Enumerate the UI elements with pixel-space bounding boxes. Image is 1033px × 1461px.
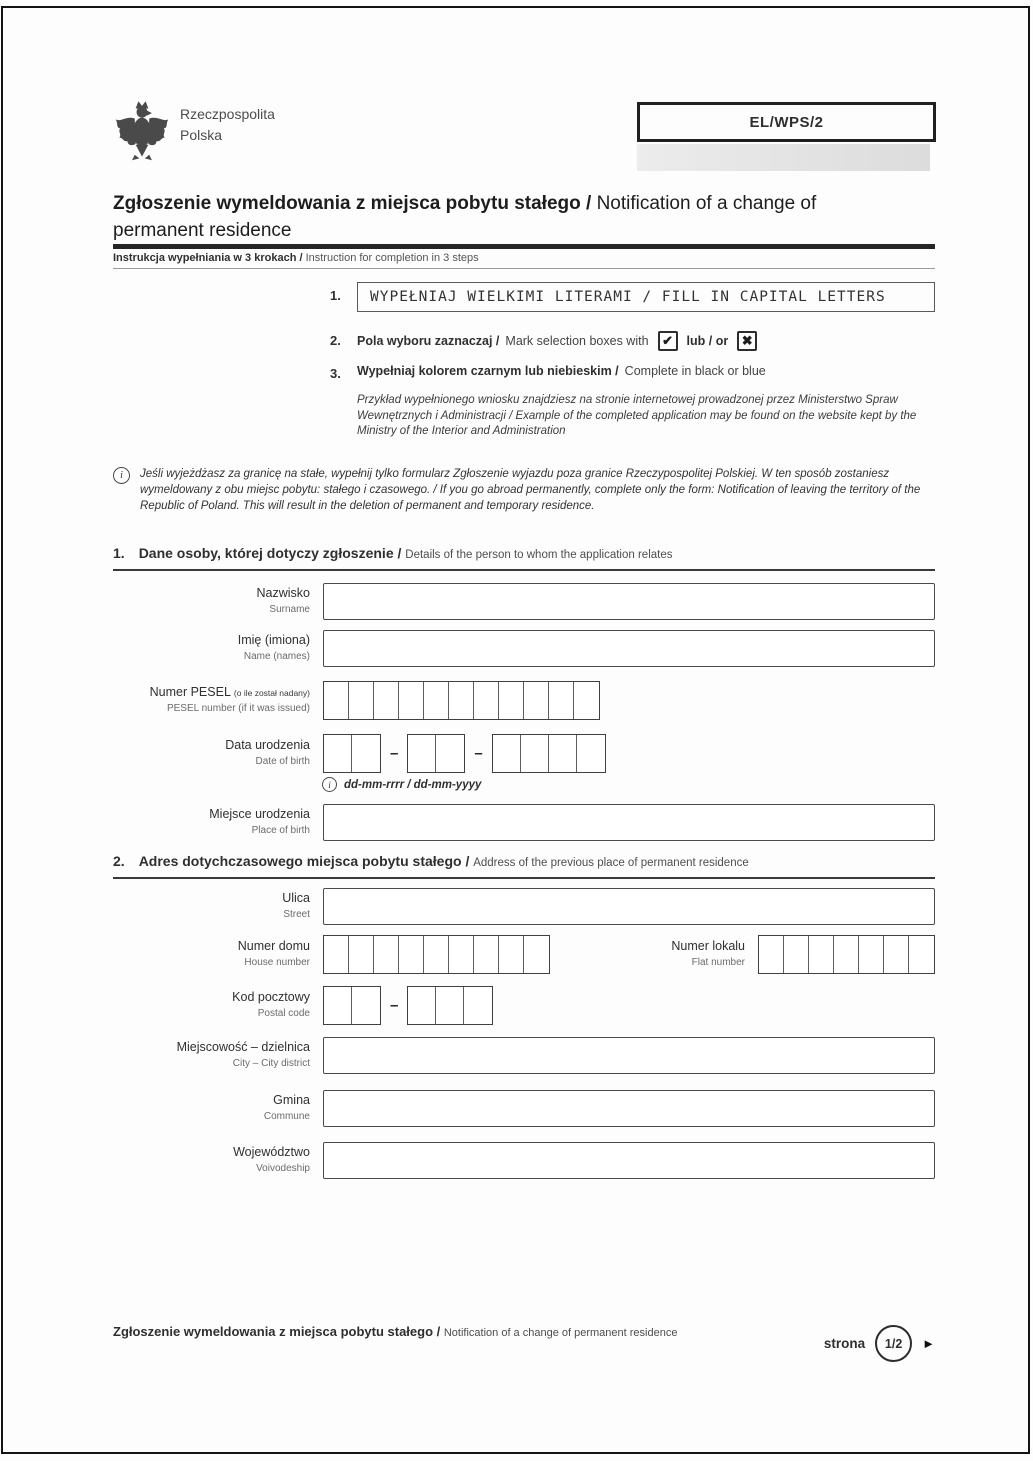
form-code: EL/WPS/2	[749, 113, 824, 131]
date-format-text: dd-mm-rrrr / dd-mm-yyyy	[344, 778, 482, 791]
char-cell[interactable]	[499, 936, 524, 973]
char-cell[interactable]	[549, 735, 577, 772]
section1-title-pl: Dane osoby, której dotyczy zgłoszenie /	[138, 545, 406, 561]
section2-title-pl: Adres dotychczasowego miejsca pobytu stałego /	[138, 853, 474, 869]
char-cell[interactable]	[424, 682, 449, 719]
postal-code-label: Kod pocztowy Postal code	[232, 990, 310, 1020]
page-footer	[113, 1323, 935, 1362]
char-cell[interactable]	[399, 682, 424, 719]
char-cell[interactable]	[549, 682, 574, 719]
birth-place-label: Miejsce urodzenia Place of birth	[209, 807, 310, 837]
date-dash: –	[390, 745, 399, 762]
char-cell[interactable]	[809, 936, 834, 973]
char-cell[interactable]	[474, 682, 499, 719]
step1-capitals-example-box	[357, 282, 935, 312]
commune-label: Gmina Commune	[263, 1093, 310, 1123]
info-icon: i	[113, 467, 130, 484]
char-cell[interactable]	[759, 936, 784, 973]
char-cell[interactable]	[834, 936, 859, 973]
char-cell[interactable]	[436, 987, 464, 1024]
section1-title-en: Details of the person to whom the application relates	[405, 549, 673, 561]
section1-number: 1.	[113, 545, 125, 561]
birth-year-cells[interactable]	[492, 734, 606, 773]
step3-number: 3.	[330, 366, 341, 381]
surname-row	[113, 583, 935, 620]
pesel-cell-grid[interactable]	[323, 681, 600, 720]
checkbox-cross-icon: ✖	[737, 331, 757, 351]
commune-input[interactable]	[323, 1090, 935, 1127]
house-number-cell-grid[interactable]	[323, 935, 550, 974]
step2-line	[357, 331, 760, 351]
postal-dash: –	[390, 997, 399, 1014]
surname-input[interactable]	[323, 583, 935, 620]
info-icon: i	[322, 777, 337, 792]
char-cell[interactable]	[374, 682, 399, 719]
char-cell[interactable]	[324, 682, 349, 719]
next-page-arrow-icon[interactable]: ►	[922, 1336, 935, 1351]
char-cell[interactable]	[424, 936, 449, 973]
char-cell[interactable]	[408, 987, 436, 1024]
char-cell[interactable]	[449, 682, 474, 719]
page-word-label: strona	[823, 1336, 866, 1351]
step2-text-en: Mark selection boxes with	[505, 334, 649, 348]
given-names-label: Imię (imiona) Name (names)	[237, 633, 310, 663]
char-cell[interactable]	[374, 936, 399, 973]
house-number-label: Numer domu House number	[237, 939, 310, 969]
abroad-info-text: Jeśli wyjeżdżasz za granicę na stałe, wypełnij tylko formularz Zgłoszenie wyjazdu poza granice Rzeczypospolitej Polskiej. W ten sposób zostaniesz wymeldowany z obu miejsc pobytu: stałego i czasowego. / If you go abroad permanently, complete only the form: Notification of leaving the territory of the Republic of Poland. This will result in the deletion of permanent and temporary residence.	[140, 468, 921, 512]
instructions-heading-en: Instruction for completion in 3 steps	[305, 252, 479, 264]
city-label: Miejscowość – dzielnica City – City district	[176, 1040, 310, 1070]
date-format-note	[322, 777, 481, 792]
char-cell[interactable]	[352, 735, 380, 772]
postal-code-right-cells[interactable]	[407, 986, 493, 1025]
char-cell[interactable]	[859, 936, 884, 973]
char-cell[interactable]	[324, 735, 352, 772]
page-number-badge: 1/2	[875, 1325, 912, 1362]
birth-place-input[interactable]	[323, 804, 935, 841]
char-cell[interactable]	[408, 735, 436, 772]
char-cell[interactable]	[352, 987, 380, 1024]
char-cell[interactable]	[574, 682, 599, 719]
section1-header	[113, 545, 935, 571]
char-cell[interactable]	[784, 936, 809, 973]
voivodeship-row	[113, 1142, 935, 1179]
birth-place-row	[113, 804, 935, 841]
voivodeship-input[interactable]	[323, 1142, 935, 1179]
step1-text: WYPEŁNIAJ WIELKIMI LITERAMI / FILL IN CAPITAL LETTERS	[370, 289, 886, 305]
char-cell[interactable]	[521, 735, 549, 772]
given-names-input[interactable]	[323, 630, 935, 667]
char-cell[interactable]	[493, 735, 521, 772]
example-note: Przykład wypełnionego wniosku znajdziesz na stronie internetowej prowadzonej przez Ministerstwo Spraw Wewnętrznych i Administracji / Example of the completed application may be found on the website kept by the Ministry of the Interior and Administration	[357, 394, 917, 437]
char-cell[interactable]	[577, 735, 605, 772]
republic-of-poland-label: Rzeczpospolita Polska	[180, 106, 275, 143]
instructions-heading	[113, 252, 935, 269]
char-cell[interactable]	[474, 936, 499, 973]
char-cell[interactable]	[464, 987, 492, 1024]
birth-month-cells[interactable]	[407, 734, 465, 773]
step3-text-pl: Wypełniaj kolorem czarnym lub niebieskim /	[357, 364, 619, 378]
abroad-info-note	[113, 466, 935, 514]
surname-label: Nazwisko Surname	[256, 586, 310, 616]
footer-title-pl: Zgłoszenie wymeldowania z miejsca pobytu stałego /	[113, 1324, 444, 1339]
char-cell[interactable]	[884, 936, 909, 973]
polish-eagle-emblem-icon	[113, 98, 171, 168]
house-flat-row	[113, 935, 935, 974]
commune-row	[113, 1090, 935, 1127]
form-title-en: Notification of a change of permanent residence	[113, 193, 817, 241]
step2-or-label: lub / or	[686, 334, 729, 348]
pesel-label: Numer PESEL (o ile został nadany) PESEL number (if it was issued)	[149, 685, 310, 715]
char-cell[interactable]	[349, 682, 374, 719]
step3-text-en: Complete in black or blue	[624, 364, 766, 378]
birth-day-cells[interactable]	[323, 734, 381, 773]
form-code-box	[637, 102, 936, 142]
char-cell[interactable]	[324, 936, 349, 973]
city-input[interactable]	[323, 1037, 935, 1074]
checkbox-check-icon: ✔	[658, 331, 678, 351]
postal-code-left-cells[interactable]	[323, 986, 381, 1025]
instructions-heading-pl: Instrukcja wypełniania w 3 krokach /	[113, 252, 306, 264]
barcode-placeholder	[637, 144, 930, 171]
step2-text-pl: Pola wyboru zaznaczaj /	[357, 334, 500, 348]
birth-date-row	[113, 734, 935, 773]
street-row	[113, 888, 935, 925]
char-cell[interactable]	[436, 735, 464, 772]
street-label: Ulica Street	[282, 891, 310, 921]
char-cell[interactable]	[909, 936, 934, 973]
char-cell[interactable]	[524, 682, 549, 719]
footer-title-en: Notification of a change of permanent residence	[443, 1327, 678, 1339]
step3-line	[357, 364, 766, 378]
char-cell[interactable]	[449, 936, 474, 973]
title-divider	[113, 244, 935, 249]
form-title-pl: Zgłoszenie wymeldowania z miejsca pobytu stałego /	[113, 193, 597, 214]
section2-header	[113, 853, 935, 879]
birth-date-label: Data urodzenia Date of birth	[225, 738, 310, 768]
given-names-row	[113, 630, 935, 667]
street-input[interactable]	[323, 888, 935, 925]
step2-number: 2.	[330, 333, 341, 348]
flat-number-cell-grid[interactable]	[758, 935, 935, 974]
char-cell[interactable]	[499, 682, 524, 719]
section2-title-en: Address of the previous place of permanent residence	[473, 857, 749, 869]
char-cell[interactable]	[324, 987, 352, 1024]
char-cell[interactable]	[349, 936, 374, 973]
section2-number: 2.	[113, 853, 125, 869]
step1-number: 1.	[330, 288, 341, 303]
char-cell[interactable]	[524, 936, 549, 973]
form-title	[113, 190, 903, 244]
char-cell[interactable]	[399, 936, 424, 973]
voivodeship-label: Województwo Voivodeship	[233, 1145, 310, 1175]
pesel-row	[113, 681, 935, 720]
city-row	[113, 1037, 935, 1074]
flat-number-label: Numer lokalu Flat number	[671, 939, 745, 969]
date-dash: –	[474, 745, 483, 762]
postal-code-row	[113, 986, 935, 1025]
footer-title	[113, 1323, 761, 1342]
